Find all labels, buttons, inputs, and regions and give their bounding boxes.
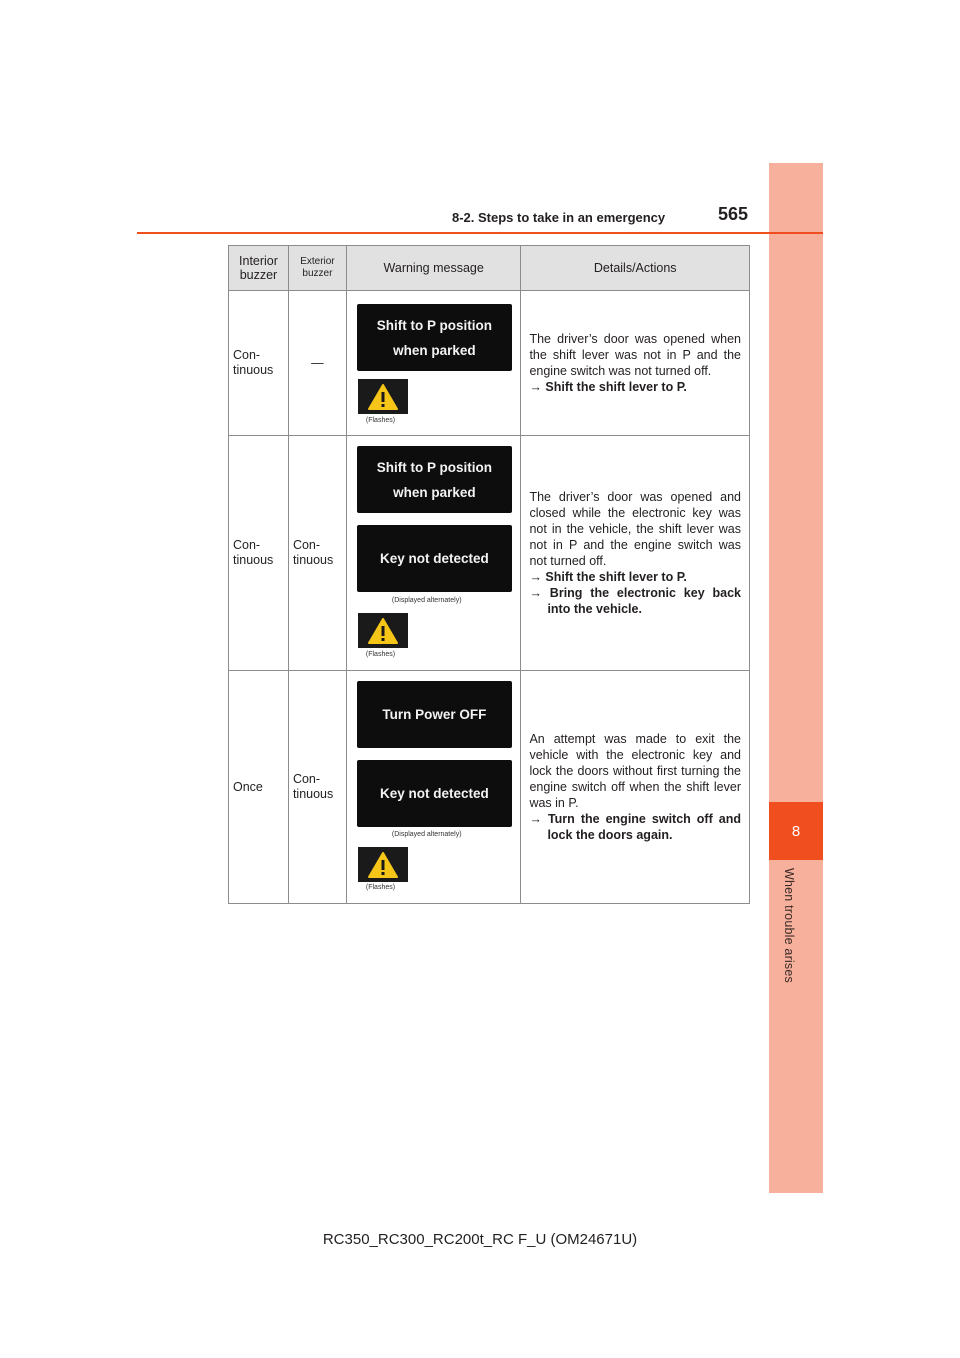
display-text: Key not detected [380, 786, 489, 801]
display-shift-to-p [357, 446, 512, 513]
display-text: Shift to P position when parked [376, 317, 493, 358]
display-text: Key not detected [380, 551, 489, 566]
chapter-label: When trouble arises [782, 868, 796, 983]
details-text: An attempt was made to exit the vehicle with the electronic key and lock the doors without first turning the engine switch off when the shift lever was in P. [529, 732, 741, 810]
table-header-row [229, 246, 750, 291]
warning-message-cell [346, 671, 521, 904]
details-text: The driver’s door was opened and closed while the electronic key was not in the vehicle, the shift lever was not in P and the engine switch was not turned off. [529, 490, 741, 568]
displayed-alternately-caption: (Displayed alternately) [391, 597, 462, 604]
warning-triangle-icon [358, 613, 408, 648]
flashes-caption: (Flashes) [365, 417, 396, 424]
interior-buzzer-value: Con- tinuous [233, 348, 274, 377]
warning-message-cell [346, 436, 521, 671]
exterior-buzzer-cell [288, 436, 346, 671]
header-details-actions: Details/Actions [521, 246, 750, 291]
exterior-buzzer-value: Con- tinuous [292, 772, 334, 801]
action-item: → Shift the shift lever to P. [529, 380, 687, 394]
details-cell [521, 436, 750, 671]
header-interior-buzzer: Interior buzzer [229, 246, 289, 291]
interior-buzzer-value: Once [233, 779, 263, 794]
header-rule [137, 232, 823, 234]
document-footer: RC350_RC300_RC200t_RC F_U (OM24671U) [322, 1231, 638, 1248]
action-item: → Bring the electronic key back into the vehicle. [529, 586, 741, 616]
table-row [229, 671, 750, 904]
display-text: Turn Power OFF [382, 707, 487, 722]
interior-buzzer-cell [229, 436, 289, 671]
header-warning-message: Warning message [346, 246, 521, 291]
chapter-number: 8 [791, 822, 801, 840]
interior-buzzer-cell [229, 671, 289, 904]
display-key-not-detected [357, 525, 512, 592]
section-title: 8-2. Steps to take in an emergency [452, 210, 666, 225]
display-text: Shift to P position when parked [376, 459, 493, 500]
action-item: → Shift the shift lever to P. [529, 570, 687, 584]
details-text: The driver’s door was opened when the shift lever was not in P and the engine switch was not turned off. [529, 332, 741, 378]
display-turn-power-off [357, 681, 512, 748]
warning-triangle-icon [358, 847, 408, 882]
display-shift-to-p [357, 304, 512, 371]
chapter-number-tab [769, 802, 823, 860]
interior-buzzer-value: Con- tinuous [233, 538, 274, 567]
page-number: 565 [718, 204, 749, 224]
display-key-not-detected [357, 760, 512, 827]
details-cell [521, 291, 750, 436]
exterior-buzzer-cell [288, 671, 346, 904]
chapter-side-strip [769, 163, 823, 1193]
header-exterior-buzzer: Exterior buzzer [288, 246, 346, 291]
flashes-caption: (Flashes) [365, 884, 396, 891]
warning-table [228, 245, 750, 904]
warning-triangle-icon [358, 379, 408, 414]
exterior-buzzer-cell [288, 291, 346, 436]
warning-message-cell [346, 291, 521, 436]
flashes-caption: (Flashes) [365, 651, 396, 658]
details-cell [521, 671, 750, 904]
displayed-alternately-caption: (Displayed alternately) [391, 831, 462, 838]
exterior-buzzer-value: — [311, 356, 324, 370]
action-item: → Turn the engine switch off and lock the doors again. [529, 812, 741, 842]
table-row [229, 436, 750, 671]
table-row [229, 291, 750, 436]
exterior-buzzer-value: Con- tinuous [292, 538, 334, 567]
interior-buzzer-cell [229, 291, 289, 436]
